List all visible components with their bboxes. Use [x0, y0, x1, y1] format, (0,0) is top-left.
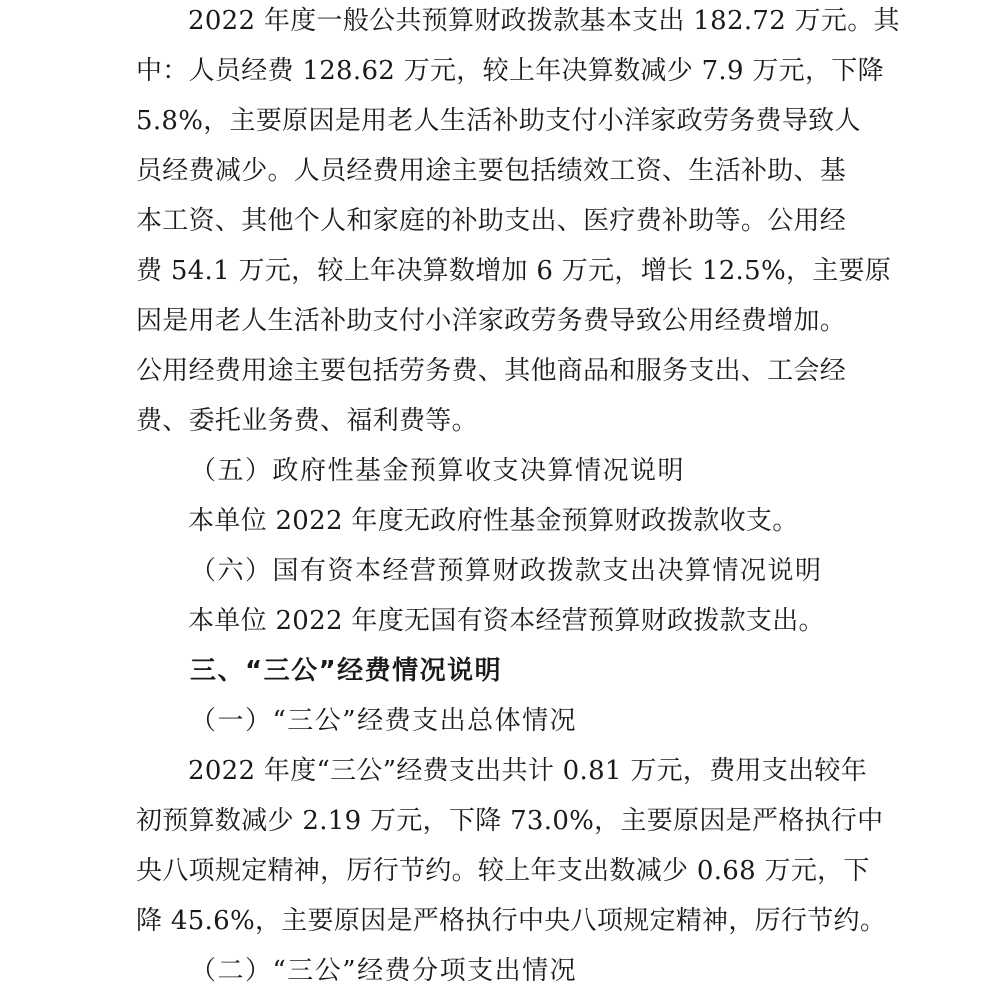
- section-heading-5: （五）政府性基金预算收支决算情况说明: [190, 456, 686, 486]
- paragraph-line: 2022 年度“三公”经费支出共计 0.81 万元，费用支出较年: [188, 756, 868, 786]
- paragraph-line: 因是用老人生活补助支付小洋家政劳务费导致公用经费增加。: [136, 306, 847, 336]
- paragraph-line: 公用经费用途主要包括劳务费、其他商品和服务支出、工会经: [136, 356, 847, 386]
- paragraph-line: 费、委托业务费、福利费等。: [136, 406, 478, 436]
- paragraph-line: 5.8%，主要原因是用老人生活补助支付小洋家政劳务费导致人: [136, 106, 861, 136]
- paragraph-line: 本工资、其他个人和家庭的补助支出、医疗费补助等。公用经: [136, 206, 847, 236]
- paragraph-line: 初预算数减少 2.19 万元，下降 73.0%，主要原因是严格执行中: [136, 806, 884, 836]
- section-heading-3-2: （二）“三公”经费分项支出情况: [190, 956, 578, 986]
- paragraph-line: 降 45.6%，主要原因是严格执行中央八项规定精神，厉行节约。: [136, 906, 887, 936]
- paragraph-line: 中：人员经费 128.62 万元，较上年决算数减少 7.9 万元，下降: [136, 56, 884, 86]
- paragraph-line: 费 54.1 万元，较上年决算数增加 6 万元，增长 12.5%，主要原: [136, 256, 892, 286]
- paragraph-line: 员经费减少。人员经费用途主要包括绩效工资、生活补助、基: [136, 156, 847, 186]
- section-heading-3-1: （一）“三公”经费支出总体情况: [190, 706, 578, 736]
- paragraph-line: 本单位 2022 年度无政府性基金预算财政拨款收支。: [188, 506, 799, 536]
- paragraph-line: 2022 年度一般公共预算财政拨款基本支出 182.72 万元。其: [188, 6, 900, 36]
- section-heading-6: （六）国有资本经营预算财政拨款支出决算情况说明: [190, 556, 823, 586]
- paragraph-line: 央八项规定精神，厉行节约。较上年支出数减少 0.68 万元，下: [136, 856, 870, 886]
- paragraph-line: 本单位 2022 年度无国有资本经营预算财政拨款支出。: [188, 606, 825, 636]
- chapter-heading-3: 三、“三公”经费情况说明: [190, 656, 503, 686]
